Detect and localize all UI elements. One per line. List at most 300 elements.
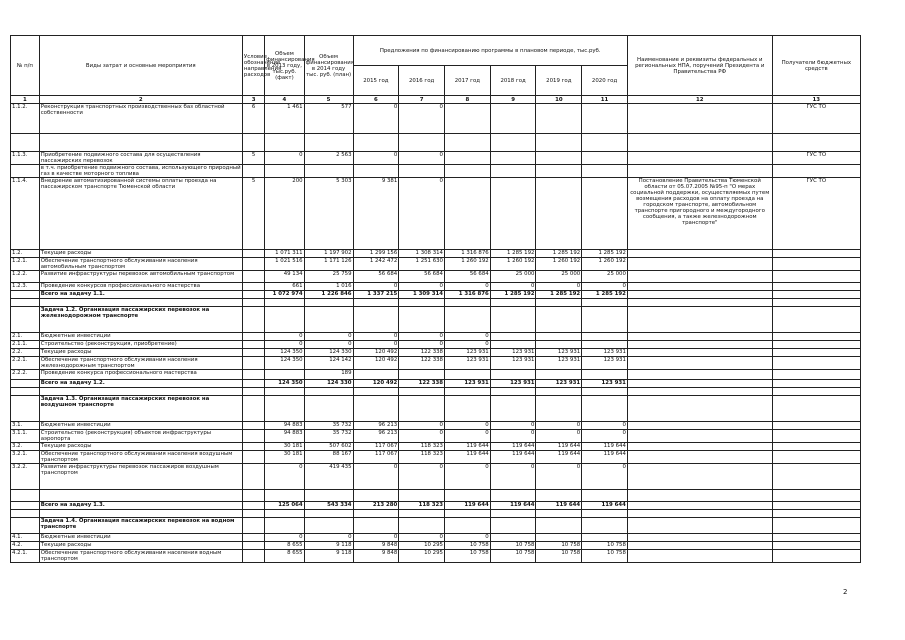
- row-activity: Развитие инфраструктуры перевозок пассажиров воздушным транспортом: [39, 464, 242, 490]
- row-number: 4.2.: [11, 542, 40, 550]
- row-recipient: [772, 490, 860, 502]
- row-activity: [39, 510, 242, 518]
- row-value: 0: [353, 341, 399, 349]
- row-value: 1 171 126: [304, 258, 353, 271]
- row-value: [582, 134, 628, 152]
- row-value: 0: [399, 464, 445, 490]
- row-number: 1.1.3.: [11, 152, 40, 165]
- row-value: [265, 134, 304, 152]
- row-value: [536, 134, 582, 152]
- row-condition: [242, 283, 264, 291]
- row-value: 119 644: [444, 451, 490, 464]
- header-2013: Объем финансирования в 2013 году, тыс.руб. (факт): [265, 36, 304, 96]
- row-recipient: [772, 349, 860, 357]
- row-value: 123 931: [536, 380, 582, 388]
- row-value: [304, 134, 353, 152]
- row-value: 30 181: [265, 451, 304, 464]
- row-value: 117 067: [353, 443, 399, 451]
- header-col-number: 4: [265, 96, 304, 104]
- row-recipient: [772, 333, 860, 341]
- row-activity: Бюджетные инвестиции: [39, 333, 242, 341]
- row-value: 119 644: [582, 451, 628, 464]
- row-value: 5 303: [304, 178, 353, 250]
- row-value: [582, 341, 628, 349]
- row-activity: Текущие расходы: [39, 349, 242, 357]
- row-recipient: [772, 283, 860, 291]
- row-npa: [627, 542, 772, 550]
- header-num: № п/п: [11, 36, 40, 96]
- row-activity: Всего на задачу 1.2.: [39, 380, 242, 388]
- header-year: 2017 год: [444, 66, 490, 96]
- header-activities: Виды затрат и основные мероприятия: [39, 36, 242, 96]
- row-npa: [627, 357, 772, 370]
- row-npa: [627, 283, 772, 291]
- row-recipient: [772, 307, 860, 333]
- header-col-number: 12: [627, 96, 772, 104]
- row-value: [304, 490, 353, 502]
- row-value: 0: [265, 152, 304, 165]
- row-recipient: [772, 422, 860, 430]
- row-value: 0: [444, 422, 490, 430]
- row-activity: Развитие инфраструктуры перевозок автомобильным транспортом: [39, 271, 242, 283]
- row-value: 123 931: [444, 357, 490, 370]
- table-row: [11, 464, 861, 490]
- row-value: [536, 178, 582, 250]
- table-row: [11, 380, 861, 388]
- row-value: [399, 388, 445, 396]
- header-col-number: 10: [536, 96, 582, 104]
- row-value: 0: [536, 422, 582, 430]
- row-value: [265, 370, 304, 380]
- row-recipient: [772, 250, 860, 258]
- row-value: 0: [582, 422, 628, 430]
- row-value: 118 323: [399, 502, 445, 510]
- row-number: [11, 307, 40, 333]
- row-value: 1 285 192: [582, 291, 628, 299]
- row-value: 0: [444, 341, 490, 349]
- row-number: 1.1.4.: [11, 178, 40, 250]
- row-value: [582, 299, 628, 307]
- row-value: [265, 510, 304, 518]
- row-value: [490, 518, 536, 534]
- row-value: [444, 165, 490, 178]
- row-value: 10 295: [399, 542, 445, 550]
- row-condition: [242, 165, 264, 178]
- row-value: 0: [353, 534, 399, 542]
- row-value: 123 931: [582, 380, 628, 388]
- row-number: 4.2.1.: [11, 550, 40, 563]
- table-row: [11, 490, 861, 502]
- row-value: 120 492: [353, 357, 399, 370]
- row-condition: [242, 291, 264, 299]
- row-condition: [242, 464, 264, 490]
- row-condition: [242, 271, 264, 283]
- row-value: 0: [265, 534, 304, 542]
- row-value: [582, 333, 628, 341]
- row-recipient: [772, 502, 860, 510]
- header-col-number: 6: [353, 96, 399, 104]
- row-value: [536, 333, 582, 341]
- row-value: 94 883: [265, 430, 304, 443]
- row-number: 1.2.1.: [11, 258, 40, 271]
- table-row: [11, 510, 861, 518]
- row-value: [582, 370, 628, 380]
- header-col-number: 7: [399, 96, 445, 104]
- row-condition: [242, 388, 264, 396]
- row-value: 122 338: [399, 349, 445, 357]
- row-value: 119 644: [536, 502, 582, 510]
- table-row: [11, 333, 861, 341]
- row-value: 96 213: [353, 430, 399, 443]
- row-value: 0: [536, 464, 582, 490]
- row-value: 94 883: [265, 422, 304, 430]
- row-value: 0: [444, 283, 490, 291]
- row-value: 9 848: [353, 542, 399, 550]
- header-year: 2015 год: [353, 66, 399, 96]
- row-value: [444, 518, 490, 534]
- row-value: [399, 165, 445, 178]
- row-value: [490, 165, 536, 178]
- row-number: 2.2.2.: [11, 370, 40, 380]
- row-value: 1 316 876: [444, 250, 490, 258]
- table-row: [11, 502, 861, 510]
- row-number: 3.2.2.: [11, 464, 40, 490]
- row-npa: [627, 451, 772, 464]
- row-value: [536, 152, 582, 165]
- row-value: 0: [353, 464, 399, 490]
- row-value: 123 931: [444, 380, 490, 388]
- row-value: 123 931: [536, 349, 582, 357]
- table-row: [11, 349, 861, 357]
- row-value: [490, 388, 536, 396]
- row-number: [11, 510, 40, 518]
- row-activity: Проведение конкурсов профессионального мастерства: [39, 283, 242, 291]
- table-row: [11, 134, 861, 152]
- row-value: 10 295: [399, 550, 445, 563]
- row-number: [11, 490, 40, 502]
- table-row: [11, 518, 861, 534]
- row-value: [399, 134, 445, 152]
- row-recipient: ГУС ТО: [772, 152, 860, 165]
- row-value: [490, 178, 536, 250]
- row-npa: [627, 134, 772, 152]
- table-row: [11, 550, 861, 563]
- row-value: 124 350: [265, 380, 304, 388]
- row-condition: [242, 258, 264, 271]
- row-value: 0: [304, 341, 353, 349]
- row-value: 1 308 314: [399, 250, 445, 258]
- row-value: 123 931: [536, 357, 582, 370]
- row-value: 419 435: [304, 464, 353, 490]
- row-recipient: [772, 258, 860, 271]
- table-row: [11, 357, 861, 370]
- row-number: 1.2.: [11, 250, 40, 258]
- row-value: 120 492: [353, 349, 399, 357]
- row-value: 1 072 974: [265, 291, 304, 299]
- row-value: 35 732: [304, 422, 353, 430]
- row-value: 25 000: [490, 271, 536, 283]
- row-value: 119 644: [582, 502, 628, 510]
- row-value: [582, 510, 628, 518]
- row-value: [265, 165, 304, 178]
- row-number: 1.1.2.: [11, 104, 40, 134]
- row-value: 0: [490, 422, 536, 430]
- row-value: 0: [444, 464, 490, 490]
- header-conditions: Условие обозначение направления расходов: [242, 36, 264, 96]
- row-number: 3.2.1.: [11, 451, 40, 464]
- row-value: 1 285 192: [536, 291, 582, 299]
- row-value: 118 323: [399, 443, 445, 451]
- row-value: 8 655: [265, 542, 304, 550]
- row-value: 10 758: [490, 550, 536, 563]
- row-activity: Обеспечение транспортного обслуживания населения водным транспортом: [39, 550, 242, 563]
- row-value: 1 337 215: [353, 291, 399, 299]
- row-recipient: [772, 510, 860, 518]
- row-value: 35 732: [304, 430, 353, 443]
- row-value: 1 071 311: [265, 250, 304, 258]
- header-proposals: Предложения по финансированию программы в плановом периоде, тыс.руб.: [353, 36, 627, 66]
- row-npa: [627, 464, 772, 490]
- row-recipient: [772, 380, 860, 388]
- row-npa: [627, 258, 772, 271]
- row-number: [11, 380, 40, 388]
- row-value: [582, 152, 628, 165]
- row-activity: Задача 1.2. Организация пассажирских перевозок на железнодорожном транспорте: [39, 307, 242, 333]
- header-col-number: 13: [772, 96, 860, 104]
- row-value: [265, 299, 304, 307]
- row-number: 3.2.: [11, 443, 40, 451]
- row-value: 123 931: [490, 349, 536, 357]
- row-value: 1 251 630: [399, 258, 445, 271]
- row-value: 1 226 846: [304, 291, 353, 299]
- row-value: 0: [399, 178, 445, 250]
- row-value: 0: [304, 534, 353, 542]
- row-value: 0: [582, 283, 628, 291]
- row-value: 0: [265, 333, 304, 341]
- row-condition: [242, 134, 264, 152]
- row-value: 122 338: [399, 380, 445, 388]
- row-activity: Задача 1.3. Организация пассажирских перевозок на воздушном транспорте: [39, 396, 242, 422]
- row-value: 0: [444, 430, 490, 443]
- row-value: 119 644: [536, 443, 582, 451]
- row-value: 0: [490, 430, 536, 443]
- row-number: [11, 134, 40, 152]
- header-col-number: 1: [11, 96, 40, 104]
- row-npa: [627, 518, 772, 534]
- row-condition: [242, 451, 264, 464]
- row-value: [536, 518, 582, 534]
- row-number: 3.1.: [11, 422, 40, 430]
- row-value: 96 213: [353, 422, 399, 430]
- row-value: [353, 299, 399, 307]
- row-value: 1 242 472: [353, 258, 399, 271]
- row-npa: [627, 443, 772, 451]
- row-value: 56 684: [444, 271, 490, 283]
- row-value: [582, 388, 628, 396]
- row-value: [444, 396, 490, 422]
- row-recipient: [772, 396, 860, 422]
- row-value: 9 118: [304, 550, 353, 563]
- table-row: [11, 388, 861, 396]
- row-value: [582, 490, 628, 502]
- row-value: 123 931: [444, 349, 490, 357]
- row-value: 0: [265, 341, 304, 349]
- row-value: 189: [304, 370, 353, 380]
- row-npa: [627, 396, 772, 422]
- table-row: [11, 341, 861, 349]
- row-value: [353, 396, 399, 422]
- table-row: [11, 165, 861, 178]
- row-value: 0: [444, 534, 490, 542]
- row-value: 124 330: [304, 349, 353, 357]
- row-value: 25 759: [304, 271, 353, 283]
- row-condition: [242, 380, 264, 388]
- table-row: [11, 271, 861, 283]
- row-activity: Задача 1.4. Организация пассажирских перевозок на водном транспорте: [39, 518, 242, 534]
- row-condition: [242, 357, 264, 370]
- row-value: 124 350: [265, 357, 304, 370]
- row-value: 0: [582, 430, 628, 443]
- row-activity: Проведение конкурса профессионального мастерства: [39, 370, 242, 380]
- row-condition: [242, 396, 264, 422]
- header-npa: Наименование и реквизиты федеральных и региональных НПА, поручений Президента и Правительства РФ: [627, 36, 772, 96]
- row-value: [353, 388, 399, 396]
- row-value: 0: [399, 422, 445, 430]
- row-value: [265, 396, 304, 422]
- row-value: [353, 510, 399, 518]
- row-value: 1 285 192: [582, 250, 628, 258]
- row-npa: [627, 299, 772, 307]
- row-npa: [627, 430, 772, 443]
- row-value: [490, 534, 536, 542]
- row-value: 213 280: [353, 502, 399, 510]
- row-value: 0: [353, 152, 399, 165]
- row-value: 543 334: [304, 502, 353, 510]
- row-activity: Текущие расходы: [39, 250, 242, 258]
- row-number: 1.2.2.: [11, 271, 40, 283]
- row-activity: Всего на задачу 1.1.: [39, 291, 242, 299]
- row-value: [304, 518, 353, 534]
- row-value: 118 323: [399, 451, 445, 464]
- row-value: 10 758: [582, 542, 628, 550]
- row-value: 56 684: [353, 271, 399, 283]
- row-value: [490, 396, 536, 422]
- row-value: 1 260 192: [582, 258, 628, 271]
- row-npa: [627, 534, 772, 542]
- page-number: 2: [843, 588, 848, 596]
- header-col-number: 3: [242, 96, 264, 104]
- row-npa: [627, 502, 772, 510]
- header-year: 2019 год: [536, 66, 582, 96]
- row-activity: в т.ч. приобретение подвижного состава, использующего природный газ в качестве моторного топлива: [40, 165, 241, 177]
- row-recipient: [772, 550, 860, 563]
- row-condition: [242, 250, 264, 258]
- row-value: 1 016: [304, 283, 353, 291]
- table-row: [11, 283, 861, 291]
- row-value: 10 758: [536, 550, 582, 563]
- row-value: 124 142: [304, 357, 353, 370]
- row-recipient: [772, 518, 860, 534]
- row-value: 0: [353, 283, 399, 291]
- row-value: 119 644: [490, 443, 536, 451]
- row-value: [490, 510, 536, 518]
- header-col-number: 2: [39, 96, 242, 104]
- row-recipient: [772, 388, 860, 396]
- row-recipient: [772, 299, 860, 307]
- row-recipient: [772, 291, 860, 299]
- row-value: 120 492: [353, 380, 399, 388]
- header-year: 2020 год: [582, 66, 628, 96]
- row-npa: [627, 370, 772, 380]
- table-row: [11, 534, 861, 542]
- row-value: [536, 165, 582, 178]
- row-value: 122 338: [399, 357, 445, 370]
- row-value: [536, 388, 582, 396]
- table-row: [11, 307, 861, 333]
- row-condition: [242, 534, 264, 542]
- row-recipient: ГУС ТО: [772, 178, 860, 250]
- row-value: [536, 307, 582, 333]
- row-recipient: ГУС ТО: [772, 104, 860, 134]
- row-condition: [242, 307, 264, 333]
- row-activity: Всего на задачу 1.3.: [39, 502, 242, 510]
- row-condition: [242, 430, 264, 443]
- row-recipient: [772, 542, 860, 550]
- row-activity: [39, 299, 242, 307]
- row-value: [444, 388, 490, 396]
- row-condition: [242, 333, 264, 341]
- row-activity: Реконструкция транспортных производственных баз областной собственности: [39, 104, 242, 134]
- row-value: [582, 396, 628, 422]
- row-number: 2.2.1.: [11, 357, 40, 370]
- table-body: [11, 104, 861, 563]
- row-value: 1 285 192: [490, 250, 536, 258]
- row-activity: Обеспечение транспортного обслуживания населения железнодорожным транспортом: [39, 357, 242, 370]
- row-activity: Внедрение автоматизированной системы оплаты проезда на пассажирском транспорте Тюменской области: [39, 178, 242, 250]
- row-npa: [627, 341, 772, 349]
- row-value: 661: [265, 283, 304, 291]
- row-value: 8 655: [265, 550, 304, 563]
- row-npa: [627, 490, 772, 502]
- table-row: [11, 370, 861, 380]
- row-value: 56 684: [399, 271, 445, 283]
- row-value: [490, 341, 536, 349]
- row-npa: [627, 165, 772, 178]
- row-condition: [242, 502, 264, 510]
- row-value: [399, 510, 445, 518]
- header-col-number: 11: [582, 96, 628, 104]
- row-value: 30 181: [265, 443, 304, 451]
- row-value: [490, 307, 536, 333]
- row-value: 119 644: [444, 443, 490, 451]
- row-value: [490, 299, 536, 307]
- row-number: 2.1.1.: [11, 341, 40, 349]
- row-npa: [627, 550, 772, 563]
- row-value: 1 309 314: [399, 291, 445, 299]
- row-number: 2.2.: [11, 349, 40, 357]
- row-value: 0: [399, 534, 445, 542]
- row-value: 10 758: [490, 542, 536, 550]
- row-activity: [39, 134, 242, 152]
- row-activity: Текущие расходы: [39, 443, 242, 451]
- row-value: 49 134: [265, 271, 304, 283]
- row-npa: Постановление Правительства Тюменской области от 05.07.2005 №95-п "О мерах социальной поддержки, осуществляемых путем возмещения расходов на оплату проезда на городском транспорте, автомобильном транспорте пригородного и междугородного сообщения, а также железнодорожном транспорте": [627, 178, 772, 250]
- row-value: [353, 307, 399, 333]
- row-condition: 5: [242, 152, 264, 165]
- row-value: [304, 307, 353, 333]
- row-value: [582, 104, 628, 134]
- row-value: [399, 518, 445, 534]
